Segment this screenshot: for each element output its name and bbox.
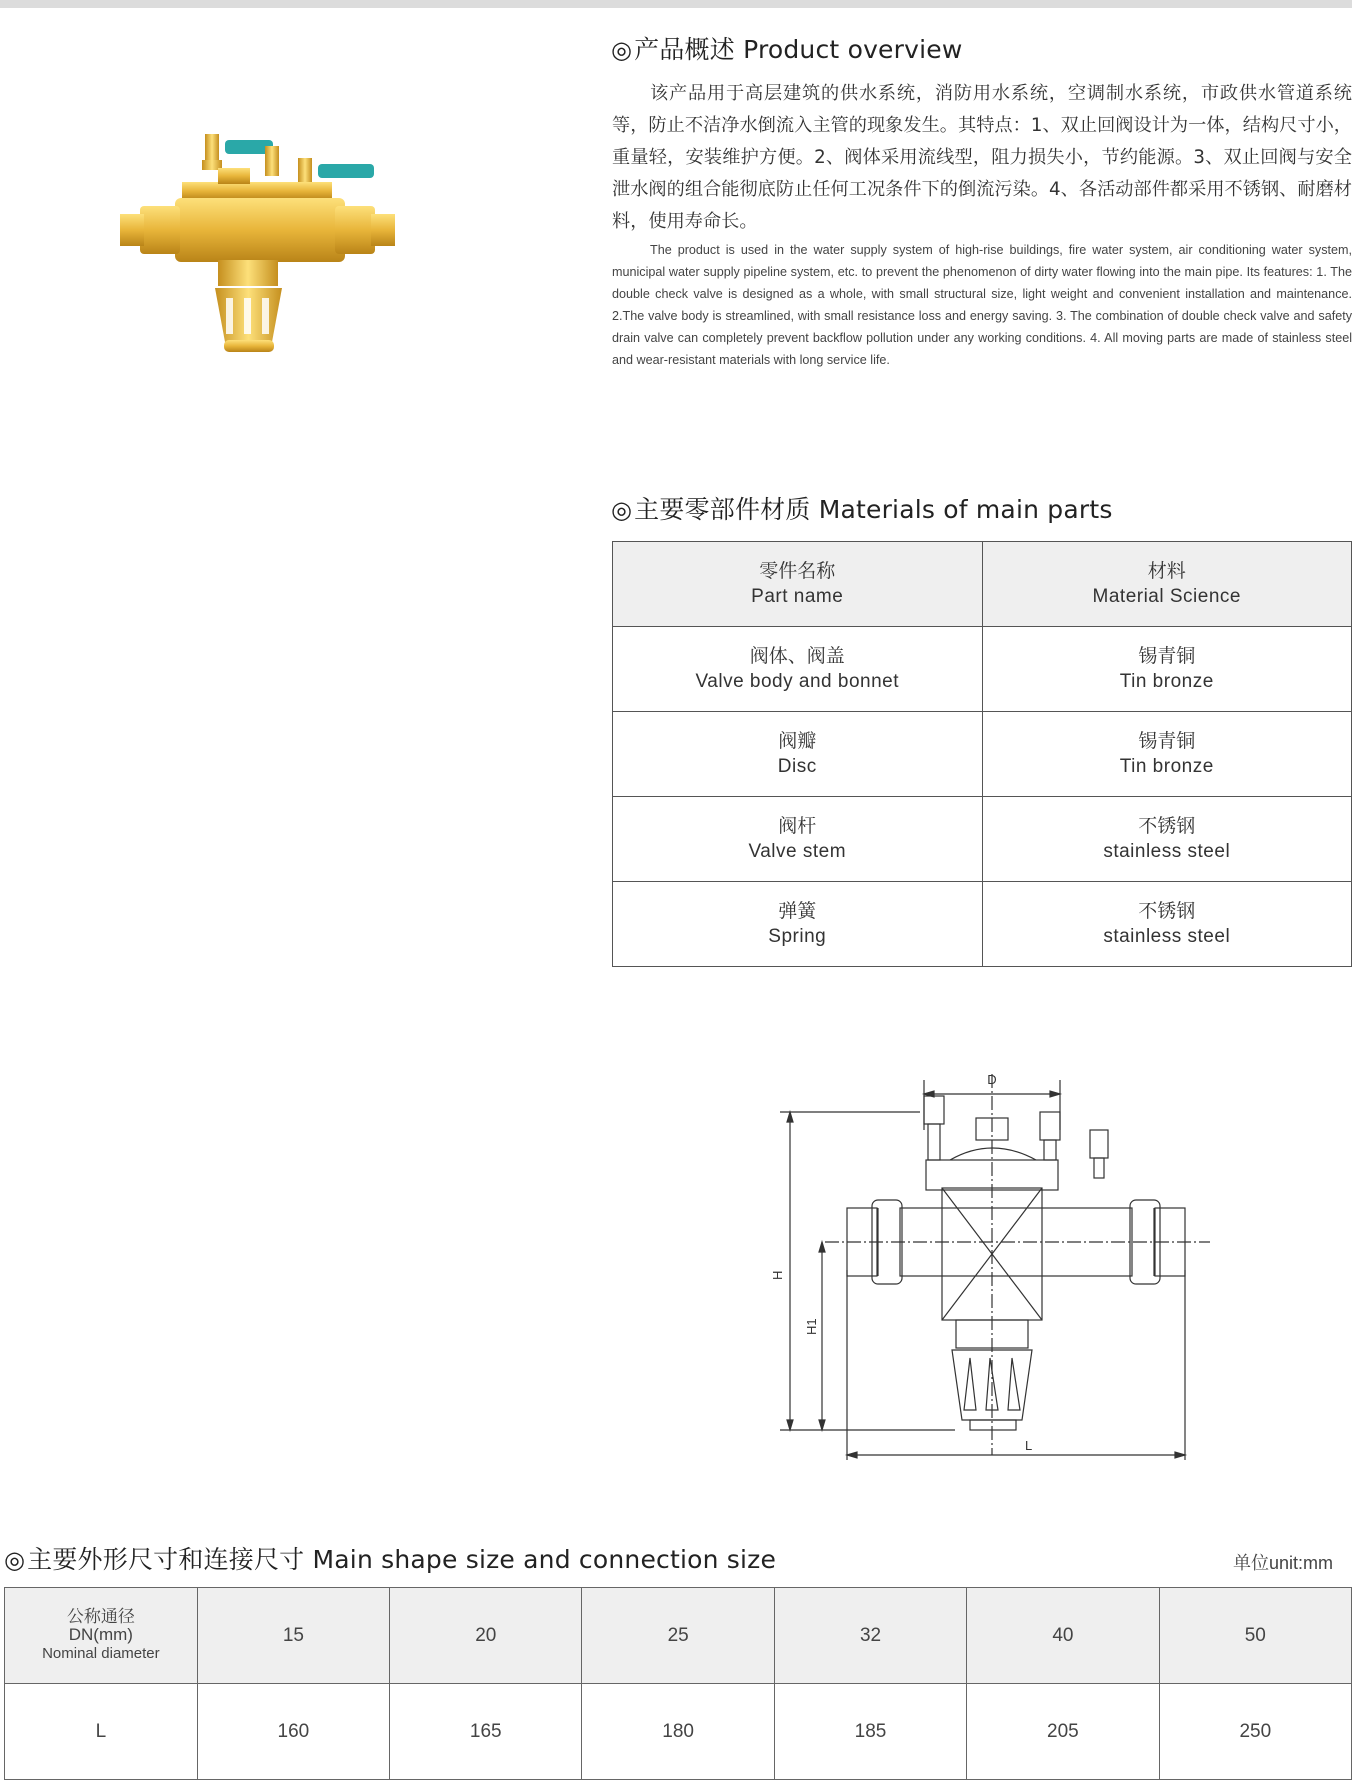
overview-body-cn: 该产品用于高层建筑的供水系统，消防用水系统，空调制水系统，市政供水管道系统等，防止不洁净水倒流入主管的现象发生。其特点：1、双止回阀设计为一体，结构尺寸小，重量轻，安装维护方便。2、阀体采用流线型，阻力损失小，节约能源。3、双止回阀与安全泄水阀的组合能彻底防止任何工况条件下的倒流污染。4、各活动部件都采用不锈钢、耐磨材料，使用寿命长。 (612, 83, 1352, 232)
table-header-cell: 材料 Material Science (982, 542, 1352, 627)
table-header-row (5, 1588, 1352, 1684)
dim-label-h: H (770, 1270, 785, 1280)
dimensions-title: ◎主要外形尺寸和连接尺寸 Main shape size and connection size (4, 1545, 777, 1574)
dim-label-l: L (1025, 1438, 1033, 1453)
table-cell: 锡青铜 Tin bronze (982, 627, 1352, 712)
table-header-cell: 公称通径 DN(mm) Nominal diameter (5, 1588, 198, 1684)
table-row (613, 627, 1352, 712)
table-header-cell: 15 (197, 1588, 389, 1684)
table-row (613, 882, 1352, 967)
table-cell: 180 (582, 1684, 774, 1780)
table-cell: L (5, 1684, 198, 1780)
dim-label-d: D (987, 1072, 997, 1087)
table-header-cell: 50 (1159, 1588, 1351, 1684)
table-cell: 185 (774, 1684, 966, 1780)
table-header-cell: 25 (582, 1588, 774, 1684)
table-cell: 阀杆 Valve stem (613, 797, 983, 882)
table-row (5, 1684, 1352, 1780)
table-cell: 阀体、阀盖 Valve body and bonnet (613, 627, 983, 712)
materials-table (612, 541, 1352, 967)
top-divider (0, 0, 1352, 8)
table-header-cell: 20 (390, 1588, 582, 1684)
section-mark: ◎ (611, 496, 633, 524)
table-row (613, 797, 1352, 882)
table-cell: 锡青铜 Tin bronze (982, 712, 1352, 797)
table-row (613, 712, 1352, 797)
unit-label: 单位unit:mm (1233, 1553, 1334, 1573)
table-header-row (613, 542, 1352, 627)
dimensions-table (4, 1587, 1352, 1780)
table-cell: 205 (967, 1684, 1159, 1780)
technical-drawing (760, 1060, 1220, 1470)
table-header-cell: 32 (774, 1588, 966, 1684)
section-mark: ◎ (611, 36, 633, 64)
table-cell: 250 (1159, 1684, 1351, 1780)
overview-body-en: The product is used in the water supply system of high-rise buildings, fire water system, air conditioning water system, municipal water supply pipeline system, etc. to prevent the phenomenon of dirty water flowing into the main pipe. Its features: 1. The double check valve is designed as a whole, with small structural size, light weight and convenient installation and maintenance. 2.The valve body is streamlined, with small resistance loss and energy saving. 3. The combination of double check valve and safety drain valve can completely prevent backflow pollution under any working conditions. 4. All moving parts are made of stainless steel and wear-resistant materials with long service life. (612, 243, 1352, 367)
materials-title: ◎主要零部件材质 Materials of main parts (611, 495, 1113, 524)
table-cell: 165 (390, 1684, 582, 1780)
table-cell: 不锈钢 stainless steel (982, 882, 1352, 967)
table-header-cell: 零件名称 Part name (613, 542, 983, 627)
table-cell: 阀瓣 Disc (613, 712, 983, 797)
overview-title: ◎产品概述 Product overview (611, 35, 963, 64)
section-mark: ◎ (4, 1546, 26, 1574)
table-cell: 不锈钢 stainless steel (982, 797, 1352, 882)
table-header-cell: 40 (967, 1588, 1159, 1684)
product-photo (120, 120, 420, 410)
table-cell: 160 (197, 1684, 389, 1780)
table-cell: 弹簧 Spring (613, 882, 983, 967)
dim-label-h1: H1 (804, 1318, 819, 1335)
